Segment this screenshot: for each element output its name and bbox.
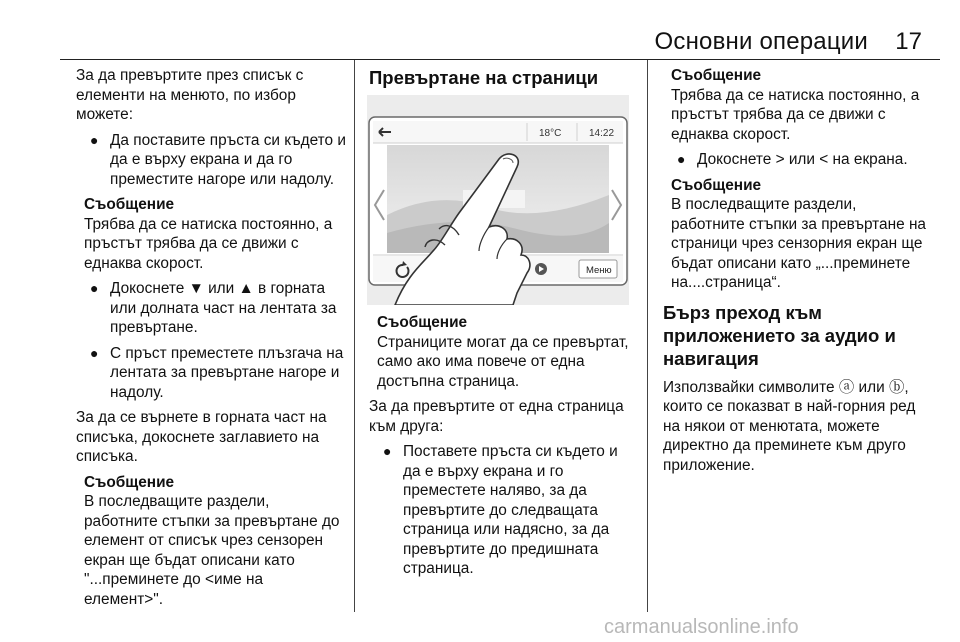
note-heading: Съобщение [671, 176, 762, 194]
column-1 [76, 66, 346, 615]
note-text: В последващите раздели, работните стъпки за превъртане до елемент от списък чрез сензорен екран ще бъдат описани като "...преминете до <име на елемент>". [84, 493, 340, 608]
page-title: Основни операции [654, 28, 868, 55]
swipe-illustration [367, 95, 629, 305]
status-time: 14:22 [589, 128, 615, 139]
note-text: В последващите раздели, работните стъпки за превъртане на страници чрез сензорния екран ще бъдат описани като „...преминете на....страница“. [671, 196, 926, 291]
bullet-dot-icon: ● [383, 443, 392, 459]
watermark: carmanualsonline.info [604, 616, 799, 638]
note-heading: Съобщение [671, 67, 762, 84]
column-divider-1 [354, 60, 355, 612]
bullet-dot-icon: ● [90, 344, 99, 361]
note-text: Трябва да се натиска постоянно, а пръстът трябва да се движи с еднаква скорост. [671, 86, 920, 143]
section-heading: Превъртане на страници [369, 67, 599, 88]
bullet-item: ● Докоснете ▼ или ▲ в горната или долната част на лентата за превъртане. [90, 280, 337, 336]
column-2 [369, 66, 634, 585]
note-heading: Съобщение [84, 196, 175, 213]
paragraph: Използвайки символите ⓐ или ⓑ, които се показват в най-горния ред на някои от менютата, можете директно да преминете към друго приложение. [663, 378, 916, 474]
menu-button[interactable]: Меню [586, 265, 612, 276]
note-heading: Съобщение [377, 314, 468, 331]
bullet-item: ● С пръст преместете плъзгача на лентата за превъртане нагоре и надолу. [90, 344, 344, 401]
note-block [84, 195, 346, 273]
note-block [84, 473, 346, 610]
bullet-dot-icon: ● [90, 280, 99, 296]
column-3 [663, 66, 933, 479]
header-rule [60, 59, 940, 61]
note-block [671, 176, 933, 293]
section-heading: Бърз преход към приложението за аудио и навигация [663, 301, 896, 369]
status-temperature: 18°C [539, 128, 562, 139]
note-text: Страниците могат да се превъртат, само ако има повече от една достъпна страница. [377, 333, 629, 390]
play-icon [535, 263, 547, 275]
bullet-item: ● Докоснете > или < на екрана. [677, 151, 908, 168]
note-heading: Съобщение [84, 473, 175, 491]
bullet-dot-icon: ● [677, 151, 686, 167]
column-divider-2 [647, 60, 648, 612]
paragraph: За да се върнете в горната част на списъка, докоснете заглавието на списъка. [76, 409, 327, 465]
intro-paragraph: За да превъртите през списък с елементи на менюто, по избор можете: [76, 67, 304, 123]
page-header [60, 26, 940, 60]
bullet-item: ● Поставете пръста си където и да е върху екрана и го преместете наляво, за да превъртите до следващата страница или надясно, за да превъртите до предишната страница. [383, 443, 618, 577]
note-text: Трябва да се натиска постоянно, а пръстът трябва да се движи с еднаква скорост. [84, 215, 333, 272]
note-block [671, 66, 933, 144]
paragraph: За да превъртите от една страница към друга: [369, 398, 624, 435]
page-number: 17 [895, 28, 922, 55]
note-block [377, 313, 634, 391]
bullet-item: ● Да поставите пръста си където и да е върху екрана и да го преместите нагоре или надолу. [90, 131, 346, 188]
bullet-dot-icon: ● [90, 131, 99, 148]
